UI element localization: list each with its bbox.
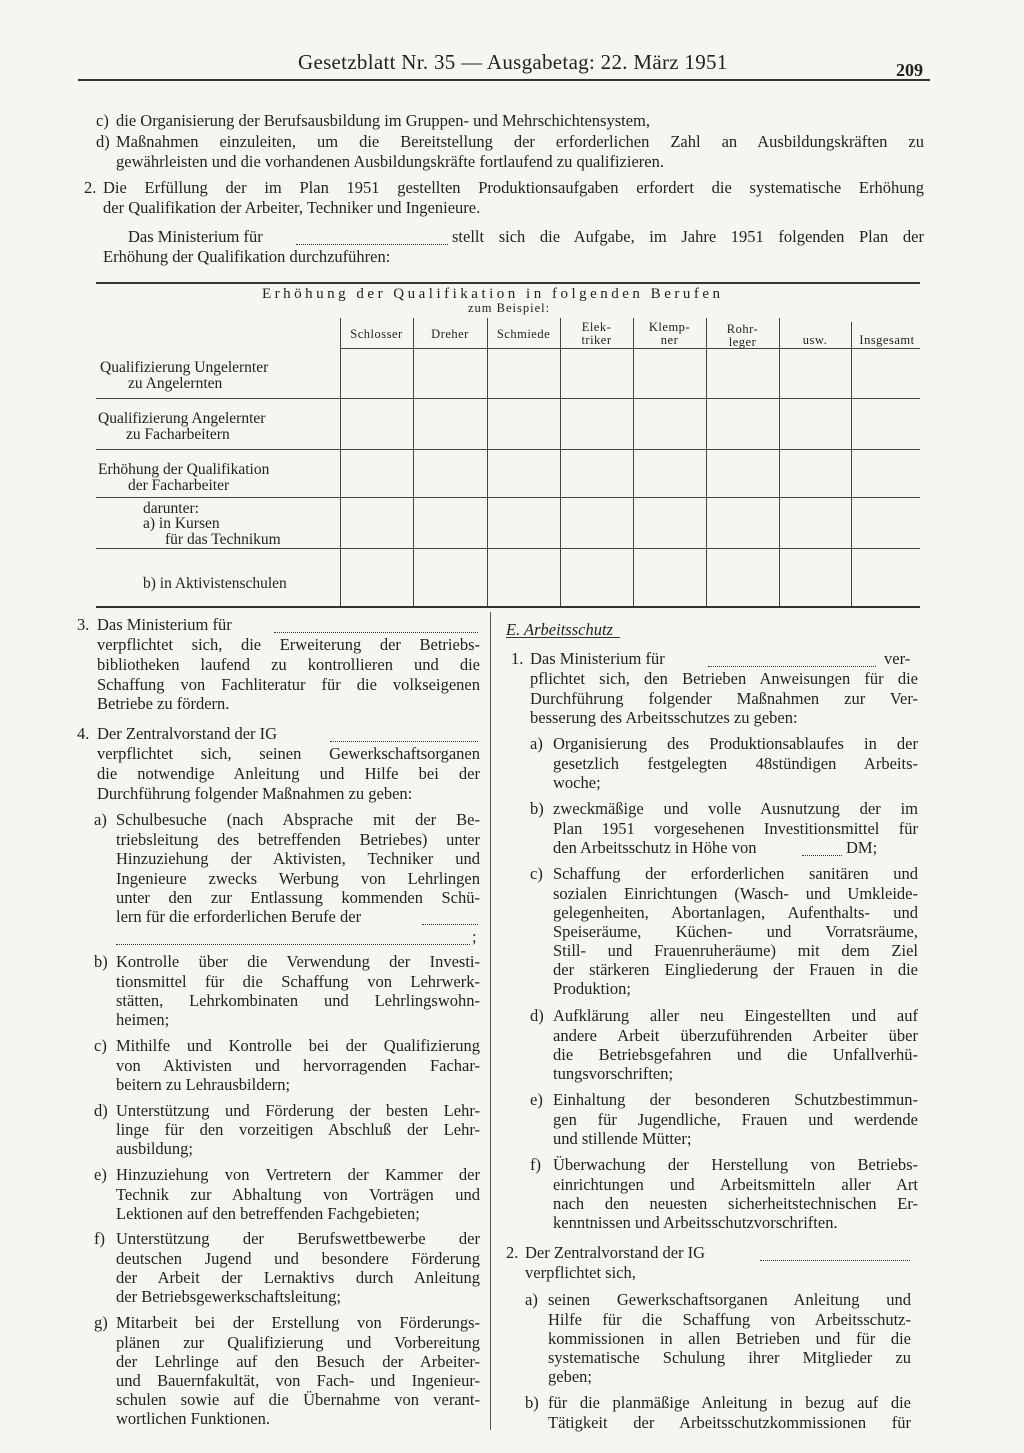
left-g-line6: wortlichen Funktionen. — [116, 1409, 270, 1428]
para-2-line2: der Qualifikation der Arbeiter, Techniker und Ingenieure. — [103, 198, 481, 217]
item-c-text: die Organisierung der Berufsausbildung im Gruppen- und Mehrschichtensystem, — [116, 111, 651, 130]
table-vline — [706, 318, 707, 606]
table-vline — [560, 318, 561, 606]
left-a-line6: lern für die erforderlichen Berufe der — [116, 907, 362, 926]
col-header-schlosser: Schlosser — [350, 327, 403, 341]
left-g-line1: Mitarbeit bei der Erstellung von Förderungs- — [116, 1313, 480, 1332]
left-a-line3: Hinzuziehung der Aktivisten, Techniker und — [116, 849, 480, 868]
right-f-line1: Überwachung der Herstellung von Betriebs- — [553, 1155, 918, 1174]
right-f-line2: einrichtungen und Arbeitsmitteln aller Art — [553, 1175, 918, 1194]
col-header-klempner-b: ner — [660, 333, 679, 347]
left-e-line2: Technik zur Abhaltung von Vorträgen und — [116, 1185, 480, 1204]
left-f-line4: der Betriebsgewerkschaftsleitung; — [116, 1287, 341, 1306]
right-e-label: e) — [530, 1090, 543, 1109]
right-d-line2: andere Arbeit überzuführenden Arbeiter über — [553, 1026, 918, 1045]
blank-ig-1 — [330, 729, 478, 742]
right-d-line3: die Betriebsgefahren und die Unfallverhü- — [553, 1045, 918, 1064]
row-label-4a: darunter: — [143, 500, 199, 517]
para-2b-line1a: Das Ministerium für — [128, 227, 263, 246]
right-c-line5: Still- und Frauenruheräume) mit dem Ziel — [553, 941, 918, 960]
left-c-line1: Mithilfe und Kontrolle bei der Qualifizierung — [116, 1036, 480, 1055]
left-p4-line1: Der Zentralvorstand der IG — [97, 724, 278, 743]
left-p3-line3: bibliotheken laufend zu kontrollieren und die — [97, 655, 480, 674]
left-d-line3: ausbildung; — [116, 1139, 193, 1158]
right-e-line2: gen für Jugendliche, Frauen und werdende — [553, 1110, 918, 1129]
left-a-line7-end: ; — [472, 927, 477, 946]
left-p3-label: 3. — [77, 615, 90, 634]
right-p1-line2: pflichtet sich, den Betrieben Anweisungen für die — [530, 669, 918, 688]
row-label-5: b) in Aktivistenschulen — [143, 575, 287, 592]
right-a-line2: gesetzlich festgelegten 48stündigen Arbeits- — [553, 754, 918, 773]
header-rule — [78, 79, 930, 81]
left-b-line4: heimen; — [116, 1010, 170, 1029]
right-p1-label: 1. — [511, 649, 524, 668]
right-d-line4: tungsvorschriften; — [553, 1064, 674, 1083]
left-a-line4: Ingenieure zwecks Werbung von Lehrlingen — [116, 869, 480, 888]
table-vline — [340, 318, 341, 606]
row-label-4b: a) in Kursen — [143, 515, 220, 532]
page-header-title: Gesetzblatt Nr. 35 — Ausgabetag: 22. März 1951 — [298, 50, 728, 74]
row-label-1b: zu Angelernten — [128, 375, 223, 392]
left-d-label: d) — [94, 1101, 108, 1120]
right-b2-line2: Tätigkeit der Arbeitsschutzkommissionen für — [548, 1413, 911, 1432]
table-vline — [487, 318, 488, 606]
left-a-line5: unter den zur Entlassung kommenden Schü- — [116, 888, 480, 907]
right-e-line3: und stillende Mütter; — [553, 1129, 692, 1148]
left-b-label: b) — [94, 952, 108, 971]
blank-berufe-1 — [422, 912, 478, 925]
right-p2-line2: verpflichtet sich, — [525, 1263, 636, 1282]
item-c-label: c) — [96, 111, 109, 130]
left-p3-line4: Schaffung von Fachliteratur für die volkseigenen — [97, 675, 480, 694]
blank-dm-amount — [802, 843, 842, 856]
table-subcaption: zum Beispiel: — [468, 301, 551, 315]
row-label-1a: Qualifizierung Ungelernter — [100, 359, 269, 376]
right-c-line1: Schaffung der erforderlichen sanitären und — [553, 864, 918, 883]
right-a2-line3: kommissionen in allen Betrieben und für die — [548, 1329, 911, 1348]
blank-berufe-2 — [116, 932, 470, 945]
row-label-3b: der Facharbeiter — [128, 477, 230, 494]
table-vline — [779, 318, 780, 606]
left-f-label: f) — [94, 1229, 105, 1248]
left-g-line2: plänen zur Qualifizierung und Vorbereitung — [116, 1333, 480, 1352]
left-e-line1: Hinzuziehung von Vertretern der Kammer der — [116, 1165, 480, 1184]
left-c-line2: von Aktivisten und hervorragenden Fachar- — [116, 1056, 480, 1075]
left-p4-line2: verpflichtet sich, seinen Gewerkschaftsorganen — [97, 744, 480, 763]
left-e-line3: Lektionen auf den betreffenden Fachgebieten; — [116, 1204, 420, 1223]
col-header-klempner-a: Klemp- — [648, 320, 691, 334]
right-p1-line4: besserung des Arbeitsschutzes zu geben: — [530, 708, 798, 727]
col-header-rohrleger-a: Rohr- — [726, 322, 759, 336]
table-row-rule — [96, 449, 920, 450]
right-b-line2: Plan 1951 vorgesehenen Investitionsmittel für — [553, 819, 918, 838]
left-d-line1: Unterstützung und Förderung der besten Lehr- — [116, 1101, 480, 1120]
table-header-rule — [340, 348, 920, 349]
right-p1-line1b: ver- — [884, 649, 911, 668]
left-g-line4: und Bauernfakultät, von Fach- und Ingenieur- — [116, 1371, 480, 1390]
right-p2-line1: Der Zentralvorstand der IG — [525, 1243, 706, 1262]
table-vline — [413, 318, 414, 606]
right-d-label: d) — [530, 1006, 544, 1025]
left-p3-line2: verpflichtet sich, die Erweiterung der Betriebs- — [97, 635, 480, 654]
right-a-line1: Organisierung des Produktionsablaufes in der — [553, 734, 918, 753]
col-header-insgesamt: Insgesamt — [859, 333, 915, 347]
left-c-line3: beitern zu Lehrausbildern; — [116, 1075, 291, 1094]
blank-ministry-3 — [708, 654, 876, 667]
page-number: 209 — [896, 60, 923, 80]
right-p1-line3: Durchführung folgender Maßnahmen zur Ver- — [530, 689, 918, 708]
table-row-rule — [96, 398, 920, 399]
right-a2-line5: geben; — [548, 1367, 592, 1386]
col-header-elektriker-a: Elek- — [581, 320, 612, 334]
para-2-line1: Die Erfüllung der im Plan 1951 gestellten Produktionsaufgaben erfordert die systematische Erhöhung — [103, 178, 924, 197]
left-a-line2: triebsleitung des betreffenden Betriebes) unter — [116, 830, 480, 849]
row-label-4c: für das Technikum — [165, 531, 281, 548]
left-a-label: a) — [94, 810, 107, 829]
left-f-line3: der Arbeit der Lernaktivs durch Anleitung — [116, 1268, 480, 1287]
left-g-label: g) — [94, 1313, 108, 1332]
right-c-line3: gelegenheiten, Abortanlagen, Aufenthalts- und — [553, 903, 918, 922]
blank-ministry-1 — [296, 232, 448, 245]
para-2b-line2: Erhöhung der Qualifikation durchzuführen: — [103, 247, 391, 266]
left-d-line2: linge für den vorzeitigen Abschluß der Lehr- — [116, 1120, 480, 1139]
left-c-label: c) — [94, 1036, 107, 1055]
table-vline — [851, 322, 852, 606]
right-e-line1: Einhaltung der besonderen Schutzbestimmun- — [553, 1090, 918, 1109]
right-b-label: b) — [530, 799, 544, 818]
section-heading-underline — [506, 637, 620, 638]
col-header-rohrleger-b: leger — [728, 335, 757, 349]
right-d-line1: Aufklärung aller neu Eingestellten und auf — [553, 1006, 918, 1025]
right-a-line3: woche; — [553, 773, 601, 792]
left-a-line1: Schulbesuche (nach Absprache mit der Be- — [116, 810, 480, 829]
section-heading-arbeitsschutz: E. Arbeitsschutz — [506, 620, 613, 639]
item-d-label: d) — [96, 132, 110, 151]
item-d-line1: Maßnahmen einzuleiten, um die Bereitstellung der erforderlichen Zahl an Ausbildungskräften zu — [116, 132, 924, 151]
right-a2-line1: seinen Gewerkschaftsorganen Anleitung und — [548, 1290, 911, 1309]
right-a2-label: a) — [525, 1290, 538, 1309]
right-c-label: c) — [530, 864, 543, 883]
right-c-line7: Produktion; — [553, 979, 631, 998]
col-header-dreher: Dreher — [431, 327, 469, 341]
right-a2-line4: systematische Schulung ihrer Mitglieder zu — [548, 1348, 911, 1367]
left-p3-line1: Das Ministerium für — [97, 615, 232, 634]
blank-ig-2 — [760, 1248, 910, 1261]
left-b-line1: Kontrolle über die Verwendung der Investi- — [116, 952, 480, 971]
col-header-elektriker-b: triker — [581, 333, 612, 347]
right-b-line3a: den Arbeitsschutz in Höhe von — [553, 838, 757, 857]
right-c-line4: Speiseräume, Küchen- und Vorratsräume, — [553, 922, 918, 941]
left-p3-line5: Betriebe zu fördern. — [97, 694, 230, 713]
right-p2-label: 2. — [506, 1243, 519, 1262]
right-f-line4: kenntnissen und Arbeitsschutzvorschriften. — [553, 1213, 838, 1232]
left-b-line2: tionsmittel für die Schaffung von Lehrwerk- — [116, 972, 480, 991]
left-p4-line4: Durchführung folgender Maßnahmen zu geben: — [97, 784, 413, 803]
right-b2-label: b) — [525, 1393, 539, 1412]
right-b-line3b: DM; — [846, 838, 878, 857]
left-p4-line3: die notwendige Anleitung und Hilfe bei der — [97, 764, 480, 783]
para-2b-line1b: stellt sich die Aufgabe, im Jahre 1951 folgenden Plan der — [452, 227, 924, 246]
right-p1-line1a: Das Ministerium für — [530, 649, 665, 668]
table-bottom-rule — [96, 606, 920, 608]
row-label-2b: zu Facharbeitern — [126, 426, 230, 443]
right-a-label: a) — [530, 734, 543, 753]
left-g-line3: der Lehrlinge auf den Besuch der Arbeiter- — [116, 1352, 480, 1371]
col-header-schmiede: Schmiede — [496, 327, 551, 341]
left-p4-label: 4. — [77, 724, 90, 743]
left-f-line2: deutschen Jugend und besondere Förderung — [116, 1249, 480, 1268]
right-a2-line2: Hilfe für die Schaffung von Arbeitsschutz- — [548, 1310, 911, 1329]
col-header-usw: usw. — [802, 333, 828, 347]
left-e-label: e) — [94, 1165, 107, 1184]
table-row-rule — [96, 497, 920, 498]
right-c-line2: sozialen Einrichtungen (Wasch- und Umkleide- — [553, 884, 918, 903]
table-row-rule — [96, 548, 920, 549]
row-label-2a: Qualifizierung Angelernter — [98, 410, 266, 427]
left-g-line5: schulen sowie auf die Übernahme von verant- — [116, 1390, 480, 1409]
row-label-3a: Erhöhung der Qualifikation — [98, 461, 270, 478]
item-d-line2: gewährleisten und die vorhandenen Ausbildungskräfte fortlaufend zu qualifizieren. — [116, 152, 664, 171]
right-f-label: f) — [530, 1155, 541, 1174]
left-b-line3: stätten, Lehrkombinaten und Lehrlingswohn- — [116, 991, 480, 1010]
para-2-label: 2. — [84, 178, 97, 197]
right-c-line6: der stärkeren Eingliederung der Frauen in die — [553, 960, 918, 979]
column-divider — [490, 612, 491, 1430]
blank-ministry-2 — [274, 620, 478, 633]
table-top-rule — [96, 282, 920, 284]
right-b2-line1: für die planmäßige Anleitung in bezug auf die — [548, 1393, 911, 1412]
table-caption: Erhöhung der Qualifikation in folgenden Berufen — [262, 286, 724, 302]
left-f-line1: Unterstützung der Berufswettbewerbe der — [116, 1229, 480, 1248]
table-vline — [633, 318, 634, 606]
right-f-line3: nach den neuesten sicherheitstechnischen Er- — [553, 1194, 918, 1213]
right-b-line1: zweckmäßige und volle Ausnutzung der im — [553, 799, 918, 818]
